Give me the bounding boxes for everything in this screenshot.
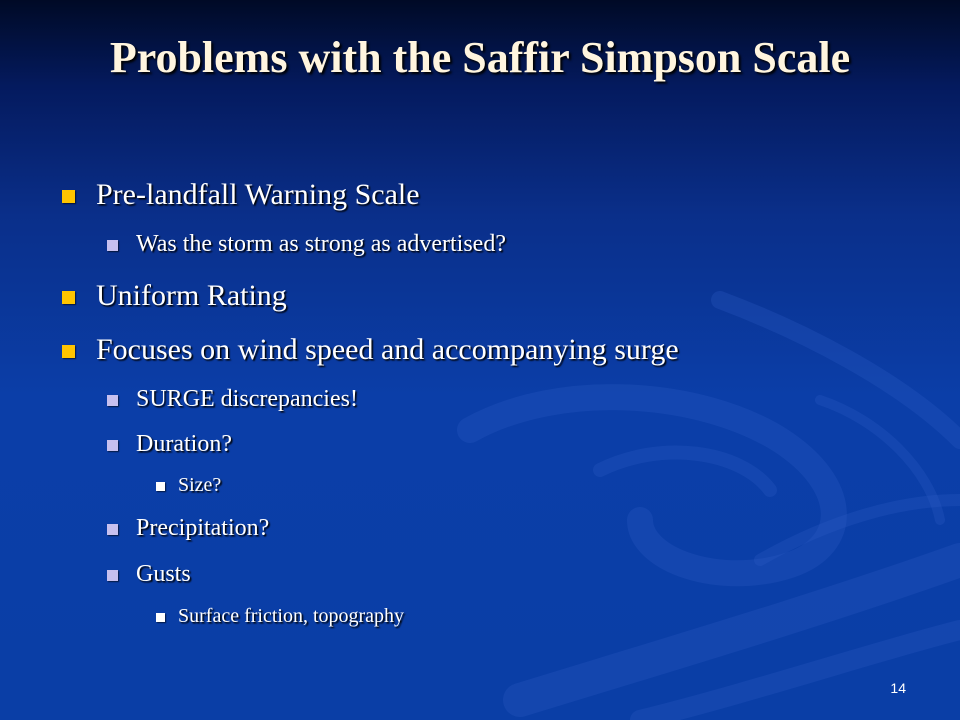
square-bullet-icon (156, 482, 165, 491)
square-bullet-icon (62, 345, 75, 358)
bullet-item (136, 515, 269, 542)
bullet-item (136, 561, 191, 588)
square-bullet-icon (107, 240, 118, 251)
slide-title: Problems with the Saffir Simpson Scale (109, 33, 851, 82)
bullet-text: Was the storm as strong as advertised? (136, 231, 506, 257)
square-bullet-icon (156, 613, 165, 622)
square-bullet-icon (62, 190, 75, 203)
bullet-text: Pre-landfall Warning Scale (96, 178, 420, 211)
bullet-text: Precipitation? (136, 515, 270, 541)
bullet-text: SURGE discrepancies! (136, 386, 358, 412)
square-bullet-icon (62, 291, 75, 304)
bullet-item (96, 178, 420, 212)
square-bullet-icon (107, 395, 118, 406)
bullet-text: Duration? (136, 431, 232, 457)
bullet-item (96, 279, 287, 313)
bullet-item (136, 231, 506, 258)
bullet-item (178, 474, 221, 497)
bullet-text: Surface friction, topography (178, 605, 405, 627)
square-bullet-icon (107, 570, 118, 581)
bullet-text: Uniform Rating (96, 279, 287, 312)
page-number: 14 (890, 680, 906, 696)
bullet-text: Gusts (136, 561, 191, 587)
bullet-text: Focuses on wind speed and accompanying surge (96, 333, 679, 366)
bullet-text: Size? (178, 474, 222, 496)
bullet-item (96, 333, 679, 367)
bullet-item (136, 386, 358, 413)
bullet-item (178, 605, 404, 628)
square-bullet-icon (107, 440, 118, 451)
square-bullet-icon (107, 524, 118, 535)
bullet-item (136, 431, 232, 458)
